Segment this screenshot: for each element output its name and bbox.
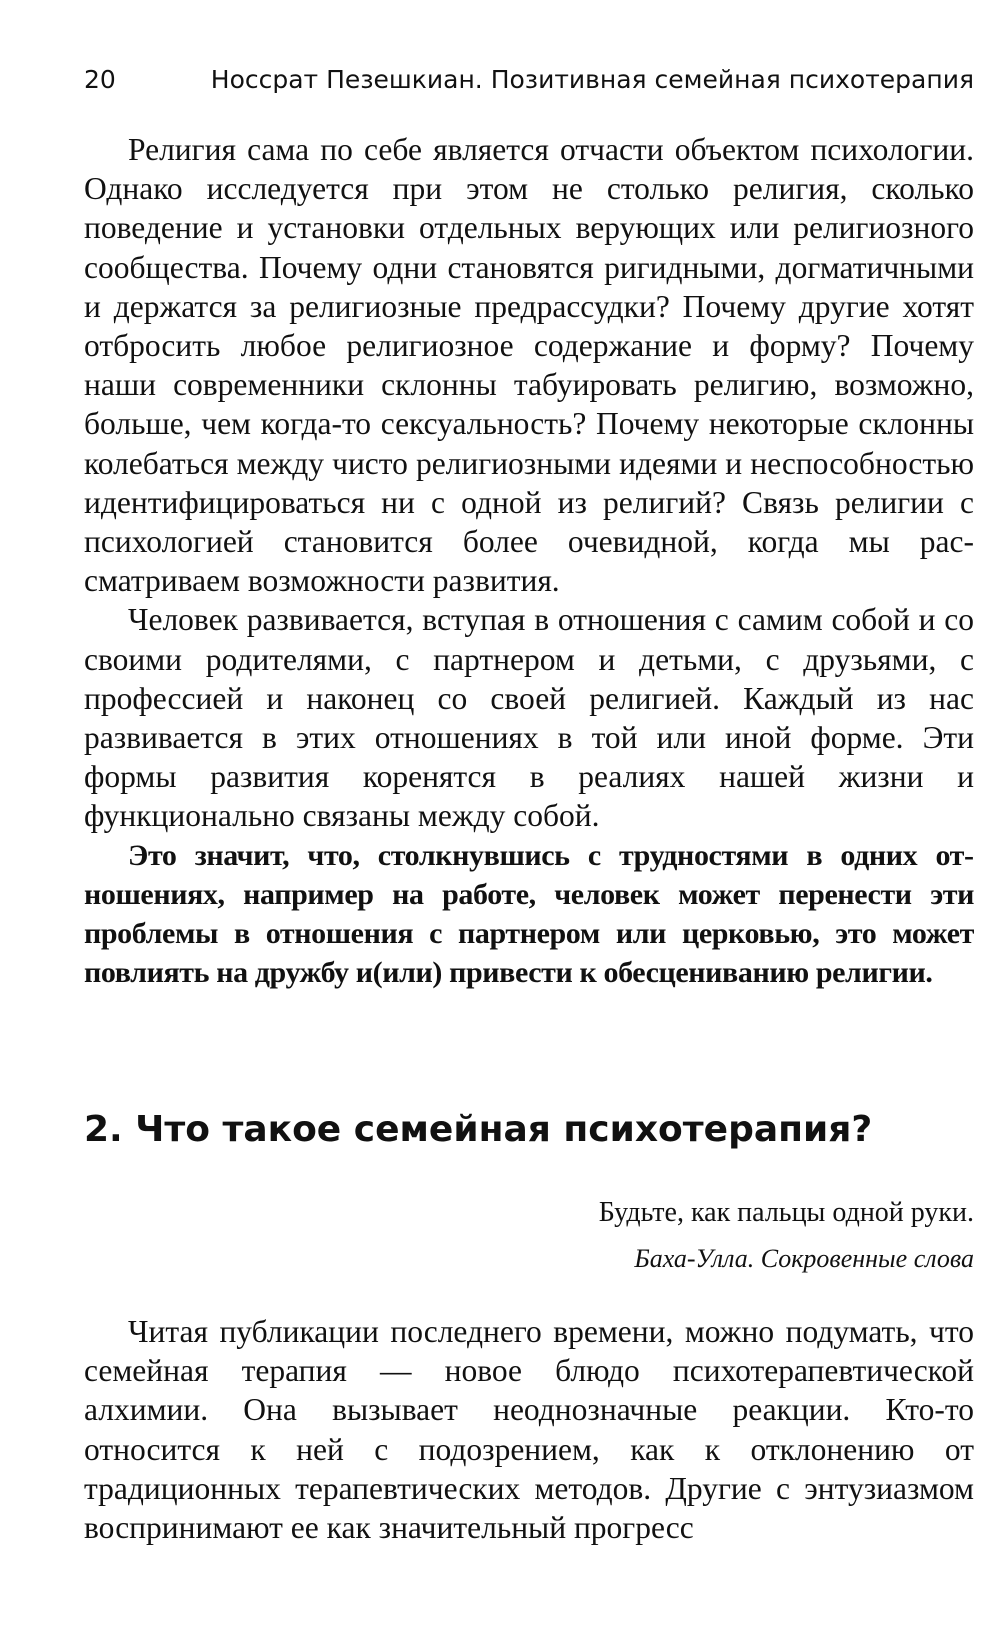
body-text-top (84, 130, 974, 992)
running-header (84, 60, 974, 100)
paragraph-human-development: Человек развивается, вступая в отношения с самим собой и со своими родителями, с партнером и детьми, с друзьями, с профессией и наконец со своей религией. Каждый из нас развивается в этих отношениях в той или иной форме. Эти формы развития коренятся в реалиях нашей жизни и функционально связаны между собой. (84, 602, 974, 834)
paragraph-religion-psychology: Религия сама по себе является отчасти объектом психологии. Однако исследуется при этом не столько религия, сколько поведение и установки отдельных верующих или религиозного сообщества. Почему одни становятся ригидными, догматичными и держатся за религиозные предрассудки? Почему другие хотят отбросить любое религиозное содержание и форму? Почему наши современники склонны табуировать религию, возможно, больше, чем когда-то сексуальность? Почему некоторые склонны колебаться между чисто религиозными идеями и неспособностью идентифицироваться ни с одной из религий? Связь религии с психологией становится более очевидной, когда мы рассматриваем возможности развития. (84, 132, 974, 599)
page-number: 20 (84, 65, 116, 94)
paragraph-family-therapy-intro: Читая публикации последнего времени, можно подумать, что семейная терапия — новое блюдо психотерапевтической алхимии. Она вызывает неоднозначные реакции. Кто-то относится к ней с подозрением, как к отклонению от традиционных терапевтических методов. Другие с энтузиазмом воспринимают ее как значительный прогресс (84, 1314, 974, 1546)
body-text-bottom (84, 1312, 974, 1547)
epigraph (84, 1190, 974, 1282)
running-title: Носсрат Пезешкиан. Позитивная семейная психотерапия (210, 65, 974, 94)
paragraph-bold-emphasis: Это значит, что, столкнувшись с трудностями в одних отношениях, например на работе, человек может перенести эти проблемы в отношения с партнером или церковью, это может повлиять на дружбу и(или) привести к обесцениванию религии. (84, 838, 974, 990)
section-heading: 2. Что такое семейная психотерапия? (84, 1109, 873, 1150)
epigraph-source: Баха-Улла. Сокровенные слова (634, 1244, 974, 1273)
epigraph-quote: Будьте, как пальцы одной руки. (598, 1197, 974, 1228)
